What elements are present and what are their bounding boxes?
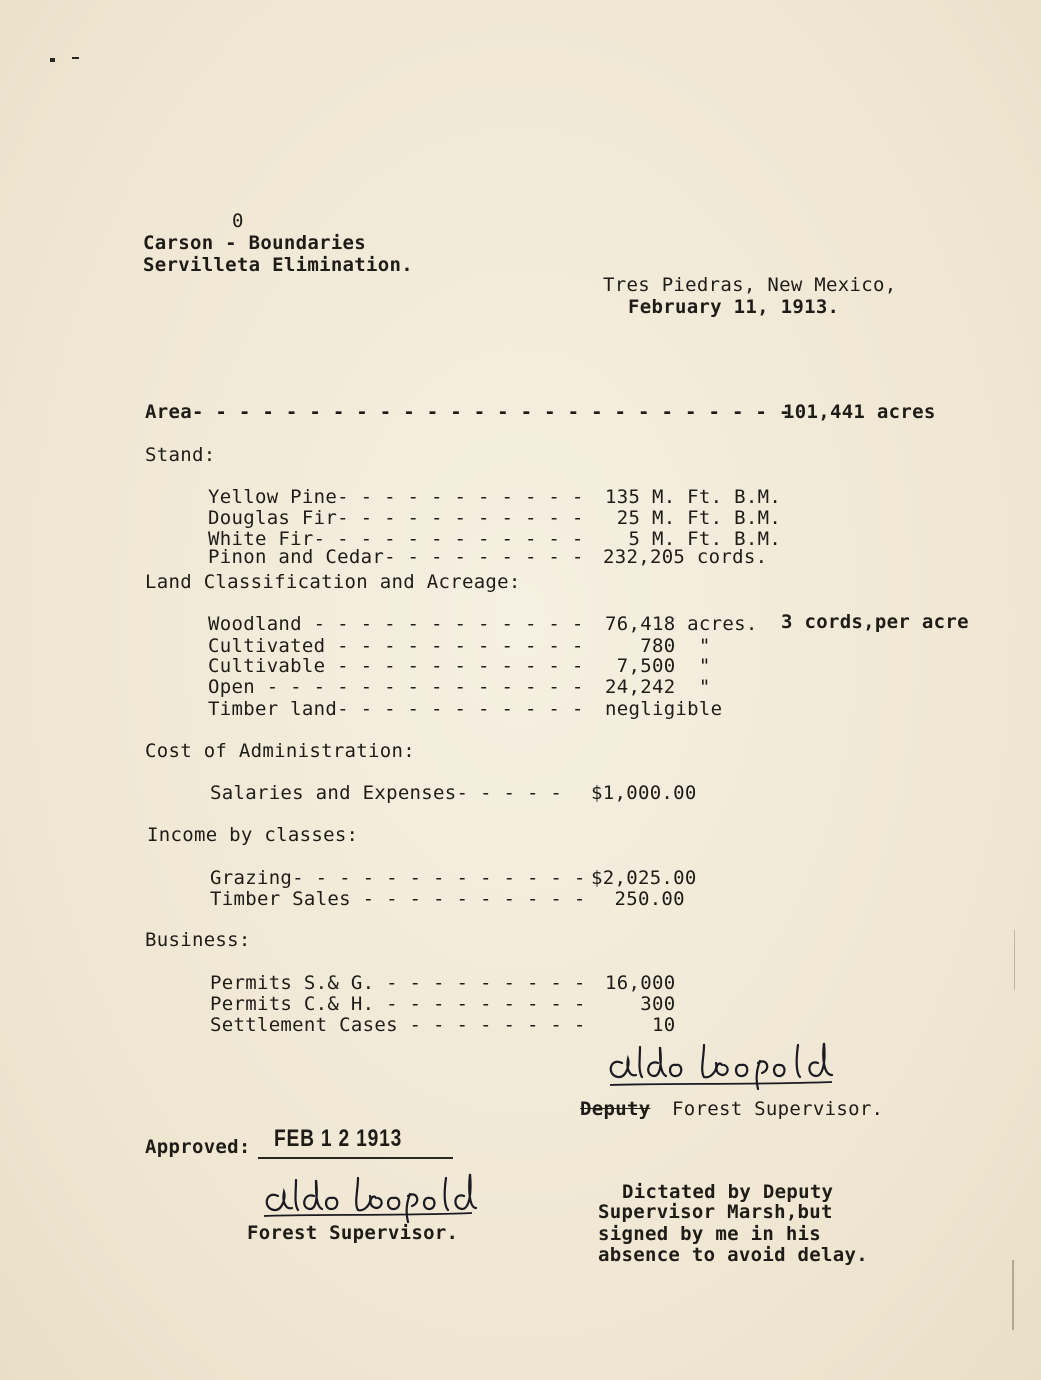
cost-row-label: Salaries and Expenses- - - - - [210, 782, 563, 804]
date: February 11, 1913. [628, 296, 840, 318]
income-row-value: $2,025.00 [591, 867, 697, 889]
signer-title: Forest Supervisor. [672, 1098, 884, 1120]
handwritten-signature [258, 1166, 478, 1226]
dictation-note-line: Dictated by Deputy [622, 1181, 834, 1203]
land-row-label: Open - - - - - - - - - - - - - - [208, 676, 584, 698]
dictation-note-line: Supervisor Marsh,but [598, 1201, 833, 1223]
business-heading: Business: [145, 929, 251, 951]
stand-row-value: 232,205 cords. [603, 546, 768, 568]
land-row-note: 3 cords,per acre [781, 611, 969, 633]
stand-row-value: 135 M. Ft. B.M. [605, 486, 782, 508]
land-row-label: Woodland - - - - - - - - - - - - [208, 613, 584, 635]
land-row-value: 76,418 acres. [605, 613, 758, 635]
paper-edge-mark [1014, 930, 1015, 990]
land-row-value: negligible [605, 698, 723, 720]
paper-edge-mark [1012, 1260, 1014, 1330]
stand-row-label: Douglas Fir- - - - - - - - - - - [208, 507, 584, 529]
area-value: 101,441 acres [783, 401, 936, 423]
cost-row-value: $1,000.00 [591, 782, 697, 804]
handwritten-signature [600, 1035, 840, 1095]
subject-line-1: Carson - Boundaries [143, 232, 367, 254]
business-row-label: Permits S.& G. - - - - - - - - - [210, 972, 586, 994]
income-row-label: Grazing- - - - - - - - - - - - - [210, 867, 586, 889]
stand-row-value: 5 M. Ft. B.M. [605, 528, 782, 550]
land-row-value: 780 " [605, 635, 711, 657]
business-row-label: Settlement Cases - - - - - - - - [210, 1014, 586, 1036]
stand-heading: Stand: [145, 444, 216, 466]
land-row-value: 7,500 " [605, 655, 711, 677]
business-row-value: 10 [605, 1014, 676, 1036]
income-row-value: 250.00 [591, 888, 685, 910]
stand-row-value: 25 M. Ft. B.M. [605, 507, 782, 529]
stand-row-label: White Fir- - - - - - - - - - - - [208, 528, 584, 550]
ink-speck [72, 57, 79, 59]
land-row-label: Timber land- - - - - - - - - - - [208, 698, 584, 720]
approval-underline [258, 1157, 453, 1159]
approval-date-stamp: FEB 1 2 1913 [274, 1125, 403, 1152]
struck-title-word: Deputy [580, 1098, 651, 1120]
stand-row-label: Pinon and Cedar- - - - - - - - - [208, 546, 584, 568]
area-label: Area- - - - - - - - - - - - - - - - - - - - - - - - - - [145, 401, 791, 423]
subject-line-2: Servilleta Elimination. [143, 254, 413, 276]
land-heading: Land Classification and Acreage: [145, 571, 521, 593]
approver-title: Forest Supervisor. [247, 1222, 459, 1244]
stand-row-label: Yellow Pine- - - - - - - - - - - [208, 486, 584, 508]
land-row-value: 24,242 " [605, 676, 711, 698]
place: Tres Piedras, New Mexico, [603, 274, 897, 296]
income-row-label: Timber Sales - - - - - - - - - - [210, 888, 586, 910]
land-row-label: Cultivable - - - - - - - - - - - [208, 655, 584, 677]
business-row-value: 300 [605, 993, 676, 1015]
business-row-label: Permits C.& H. - - - - - - - - - [210, 993, 586, 1015]
approved-label: Approved: [145, 1136, 251, 1158]
business-row-value: 16,000 [605, 972, 676, 994]
dictation-note-line: signed by me in his [598, 1223, 822, 1245]
land-row-label: Cultivated - - - - - - - - - - - [208, 635, 584, 657]
ink-speck [50, 58, 55, 62]
cost-heading: Cost of Administration: [145, 740, 415, 762]
income-heading: Income by classes: [147, 824, 359, 846]
dictation-note-line: absence to avoid delay. [598, 1244, 868, 1266]
file-number: 0 [232, 210, 244, 232]
